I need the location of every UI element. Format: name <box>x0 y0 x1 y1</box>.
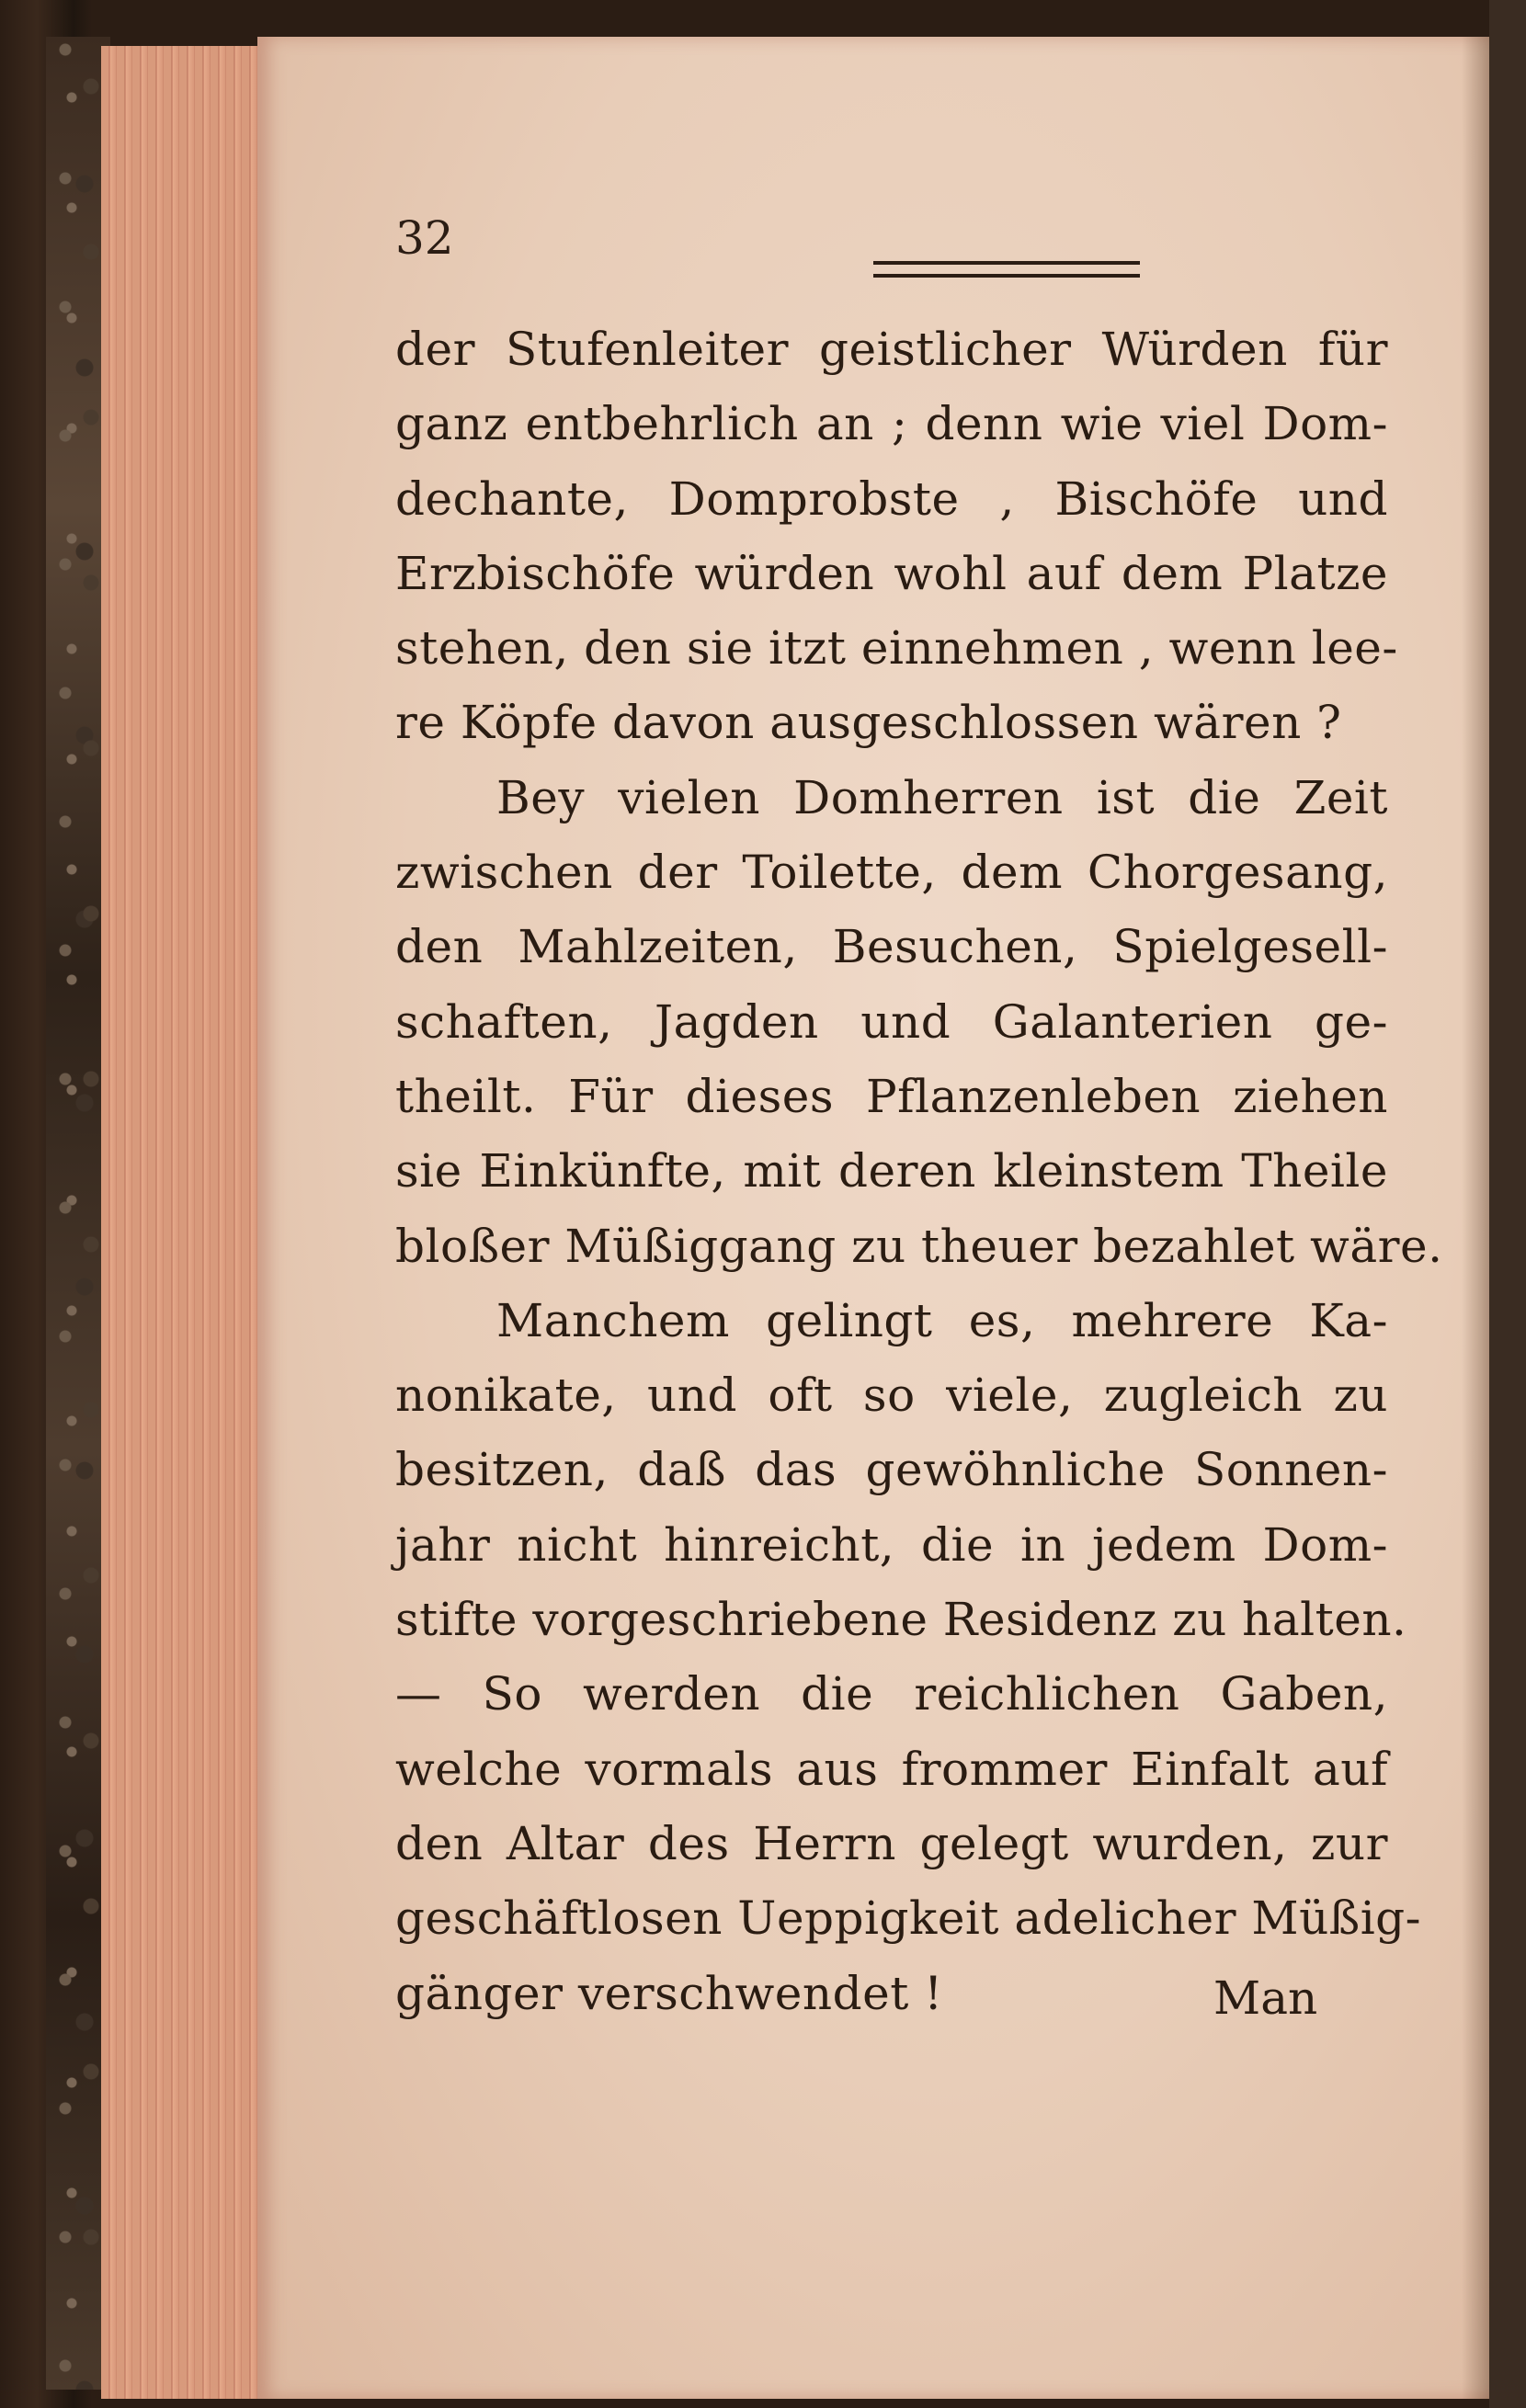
text-line: stifte vorgeschriebene Residenz zu halten. <box>395 1593 1407 1647</box>
text-line: schaften, Jagden und Galanterien ge- <box>395 994 1388 1049</box>
body-text <box>395 312 1443 2031</box>
text-line: besitzen, daß das gewöhnliche Sonnen- <box>395 1443 1388 1497</box>
text-line: der Stufenleiter geistlicher Würden für <box>395 323 1388 376</box>
text-line: ganz entbehrlich an ; denn wie viel Dom- <box>395 397 1388 451</box>
page-number: 32 <box>395 211 454 265</box>
text-line: stehen, den sie itzt einnehmen , wenn lee- <box>395 621 1398 676</box>
page-edges <box>101 46 279 2399</box>
header-rule <box>873 261 1140 278</box>
text-line: Manchem gelingt es, mehrere Ka- <box>496 1293 1388 1347</box>
text-line: Erzbischöfe würden wohl auf dem Platze <box>395 546 1388 600</box>
text-line: sie Einkünfte, mit deren kleinstem Theile <box>395 1144 1388 1198</box>
page-header <box>395 211 1315 276</box>
book-page <box>257 37 1489 2399</box>
text-line: dechante, Domprobste , Bischöfe und <box>395 471 1388 526</box>
text-line: re Köpfe davon ausgeschlossen wären ? <box>395 696 1342 750</box>
text-line: bloßer Müßiggang zu theuer bezahlet wäre. <box>395 1219 1443 1273</box>
text-line: den Mahlzeiten, Besuchen, Spielgesell- <box>395 920 1388 974</box>
scan-background-right <box>1489 0 1526 2408</box>
text-line: jahr nicht hinreicht, die in jedem Dom- <box>395 1517 1388 1572</box>
text-line: zwischen der Toilette, dem Chorgesang, <box>395 846 1388 900</box>
text-line: theilt. Für dieses Pflanzenleben ziehen <box>395 1069 1388 1123</box>
text-line: gänger verschwendet ! <box>395 1966 943 2020</box>
text-line: Bey vielen Domherren ist die Zeit <box>496 770 1388 824</box>
text-line: welche vormals aus frommer Einfalt auf <box>395 1742 1388 1796</box>
text-line: geschäftlosen Ueppigkeit adelicher Müßig- <box>395 1891 1422 1946</box>
catchword: Man <box>1213 1971 1318 2025</box>
text-line: den Altar des Herrn gelegt wurden, zur <box>395 1816 1388 1870</box>
text-line: nonikate, und oft so viele, zugleich zu <box>395 1369 1388 1423</box>
text-line: — So werden die reichlichen Gaben, <box>395 1667 1388 1721</box>
